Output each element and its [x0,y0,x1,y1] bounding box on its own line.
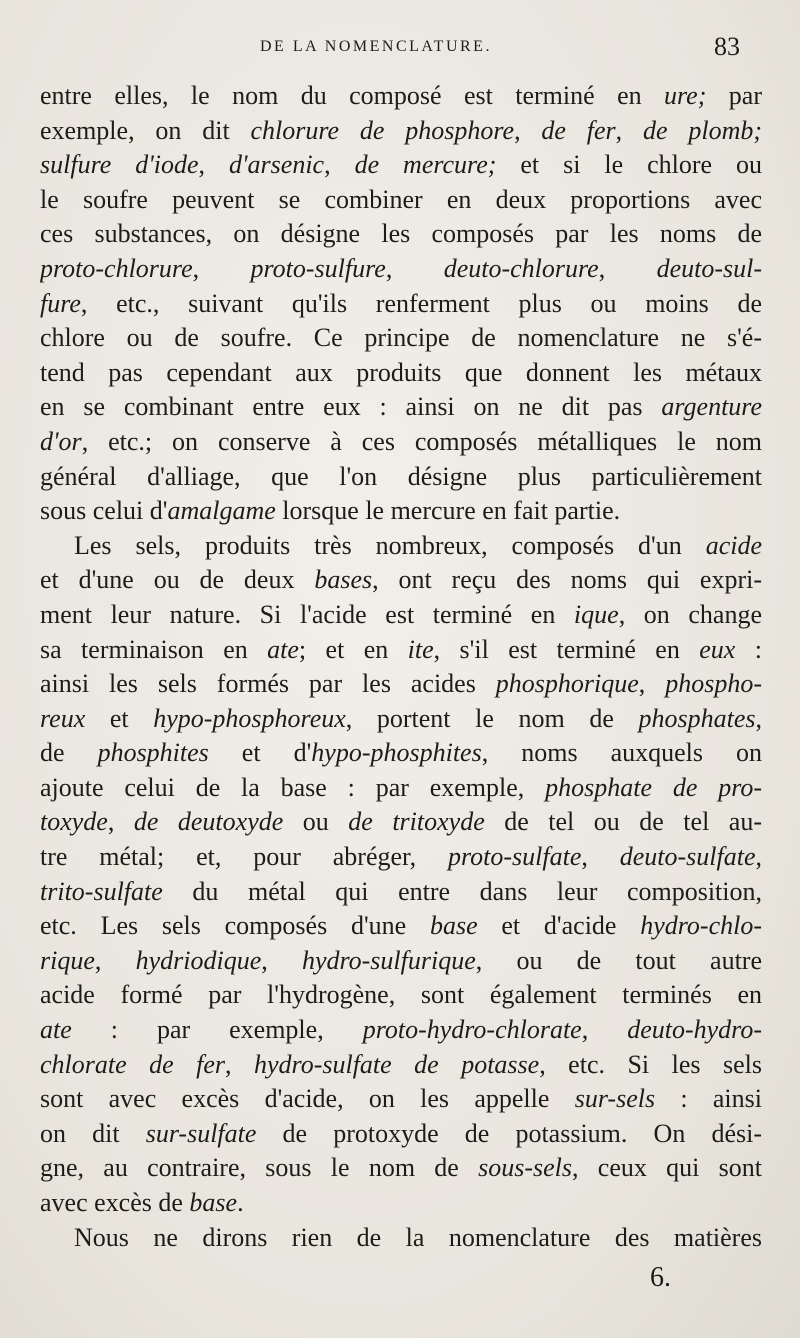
italic-term: amalgame [167,496,276,526]
text-line [40,1048,762,1083]
text-line [40,944,762,979]
text-line [40,633,762,668]
text-run: chlore ou de soufre. Ce principe de nomenclature ne s'é- [40,323,762,353]
text-run: et [85,703,154,733]
italic-term: sulfure d'iode [40,150,199,180]
text-run: entre elles, le nom du composé est terminé en [40,81,665,110]
text-run: , etc., suivant qu'ils renferment plus ou moins de [80,288,762,318]
text-line [40,1151,762,1186]
text-run: , on change [618,599,762,629]
italic-term: d'or [40,426,82,456]
italic-term: sous-sels [478,1153,573,1183]
text-run: , [107,807,134,837]
text-run: : par exemple, [71,1015,363,1045]
italic-term: base [189,1188,238,1217]
text-run: acide formé par l'hydrogène, sont également terminés en [40,980,762,1010]
text-line [40,875,762,910]
italic-term: chlorate de fer [40,1049,226,1079]
text-run: ou [283,807,349,837]
italic-term: de plomb; [642,115,762,145]
text-run: général d'alliage, que l'on désigne plus particulièrement [40,461,762,491]
italic-term: ate [267,634,299,664]
text-line [40,909,762,944]
italic-term: hypo-phosphites [311,738,482,768]
text-line [40,563,762,598]
text-run: exemple, on dit [40,115,251,145]
italic-term: deuto-sulfate [619,842,756,872]
italic-term: eux [699,634,736,664]
text-run: etc. Les sels composés d'une [40,911,430,941]
text-run: tre métal; et, pour abréger, [40,842,448,872]
text-line [40,702,762,737]
page-header [40,32,740,68]
text-line [40,148,762,183]
page-number: 83 [714,32,740,61]
text-line [40,529,762,564]
text-run: ces substances, on désigne les composés par les noms de [40,219,762,249]
text-line [40,183,762,218]
italic-term: phosphates [638,703,756,733]
italic-term: acide [705,530,762,560]
italic-term: phosphorique [495,669,639,699]
italic-term: hypo-phosphoreux [153,703,346,733]
text-run: , etc.; on conserve à ces composés métalliques le nom [81,426,762,456]
italic-term: base [429,911,478,941]
text-run: de tel ou de tel au- [484,807,762,837]
text-run: sa terminaison en [40,634,268,664]
text-run: sous celui d' [40,496,168,526]
text-run: en se combinant entre eux : ainsi on ne dit pas [40,392,662,422]
body-text [40,79,762,1255]
text-run: et d'acide [477,911,641,941]
text-line [40,1013,762,1048]
text-line [40,460,762,495]
text-run: , [324,150,355,180]
text-run: , [94,945,136,975]
italic-term: sur-sels [574,1084,656,1114]
text-run: on dit [40,1118,146,1148]
italic-term: ique [573,599,619,629]
text-line [40,598,762,633]
text-line [40,79,762,114]
text-line [40,771,762,806]
text-run: ajoute celui de la base : par exemple, [40,772,546,802]
text-run: , [755,842,762,872]
text-run: , [385,253,444,283]
text-run: , [598,253,657,283]
italic-term: phosphate de pro- [545,772,762,802]
text-run: : [735,634,762,664]
italic-term: chlorure de phosphore [250,115,515,145]
text-run: , [615,115,643,145]
text-run: et d' [208,738,312,768]
text-line [40,494,762,529]
italic-term: phospho- [665,669,762,699]
text-line [40,321,762,356]
text-run: Nous ne dirons rien de la nomenclature des matières [74,1222,762,1252]
text-run: , [192,253,251,283]
text-run: , [638,669,666,699]
text-run: , s'il est terminé en [433,634,700,664]
text-run: de protoxyde de potassium. On dési- [256,1118,762,1148]
italic-term: ure; [664,81,707,110]
text-run: , portent le nom de [345,703,639,733]
text-run: de [40,738,98,768]
text-line [40,252,762,287]
text-line [40,1221,762,1256]
text-run: , [755,703,762,733]
italic-term: deuto-hydro- [627,1015,762,1045]
text-run: ; et en [298,634,408,664]
text-run: ment leur nature. Si l'acide est terminé en [40,599,574,629]
text-run: avec excès de [40,1188,190,1217]
italic-term: argenture [661,392,762,422]
text-line [40,425,762,460]
text-line [40,840,762,875]
text-line [40,978,762,1013]
text-run: , [225,1049,255,1079]
italic-term: proto-hydro-chlorate [362,1015,582,1045]
italic-term: hydro-chlo- [640,911,762,941]
text-line [40,217,762,252]
italic-term: deuto-sul- [656,253,762,283]
text-run: , ceux qui sont [572,1153,762,1183]
italic-term: proto-chlorure [40,253,193,283]
text-run: , noms auxquels on [481,738,762,768]
italic-term: ate [40,1015,72,1045]
text-line [40,805,762,840]
text-run: , [198,150,229,180]
running-head: DE LA NOMENCLATURE. [260,38,492,55]
text-line [40,1082,762,1117]
text-line [40,114,762,149]
italic-term: bases [314,565,373,595]
text-run: le soufre peuvent se combiner en deux proportions avec [40,184,762,214]
italic-term: de fer [541,115,616,145]
text-run: et d'une ou de deux [40,565,315,595]
text-run: , [514,115,542,145]
text-run: , etc. Si les sels [539,1049,762,1079]
italic-term: hydro-sulfurique [301,945,476,975]
text-line [40,287,762,322]
italic-term: hydro-sulfate de potasse [254,1049,540,1079]
text-run: gne, au contraire, sous le nom de [40,1153,479,1183]
text-run: : ainsi [655,1084,762,1114]
text-run: du métal qui entre dans leur composition, [162,876,762,906]
italic-term: de tritoxyde [348,807,485,837]
italic-term: hydriodique [135,945,262,975]
italic-term: sur-sulfate [145,1118,257,1148]
text-line [40,1186,762,1221]
text-line [40,667,762,702]
italic-term: de mercure; [354,150,497,180]
text-run: , [581,1015,628,1045]
text-run: , [581,842,620,872]
text-run: ainsi les sels formés par les acides [40,669,496,699]
italic-term: fure [40,288,81,318]
text-line [40,390,762,425]
italic-term: ite [407,634,434,664]
italic-term: rique [40,945,95,975]
italic-term: trito-sulfate [40,876,163,906]
text-run: par [706,81,762,110]
text-run: , ont reçu des noms qui expri- [372,565,762,595]
text-run: tend pas cependant aux produits que donnent les métaux [40,357,762,387]
signature-mark: 6. [650,1262,671,1293]
italic-term: d'arsenic [229,150,325,180]
italic-term: deuto-chlorure [443,253,599,283]
text-line [40,1117,762,1152]
text-run: , ou de tout autre [475,945,762,975]
text-run: Les sels, produits très nombreux, composés d'un [74,530,706,560]
italic-term: reux [40,703,86,733]
text-run: et si le chlore ou [496,150,762,180]
text-line [40,736,762,771]
italic-term: toxyde [40,807,108,837]
text-run: sont avec excès d'acide, on les appelle [40,1084,575,1114]
italic-term: phosphites [97,738,209,768]
italic-term: de deutoxyde [133,807,284,837]
italic-term: proto-sulfure [250,253,386,283]
text-run: lorsque le mercure en fait partie. [275,496,621,526]
text-line [40,356,762,391]
italic-term: proto-sulfate [448,842,582,872]
text-run: , [261,945,302,975]
text-run: . [237,1188,244,1217]
